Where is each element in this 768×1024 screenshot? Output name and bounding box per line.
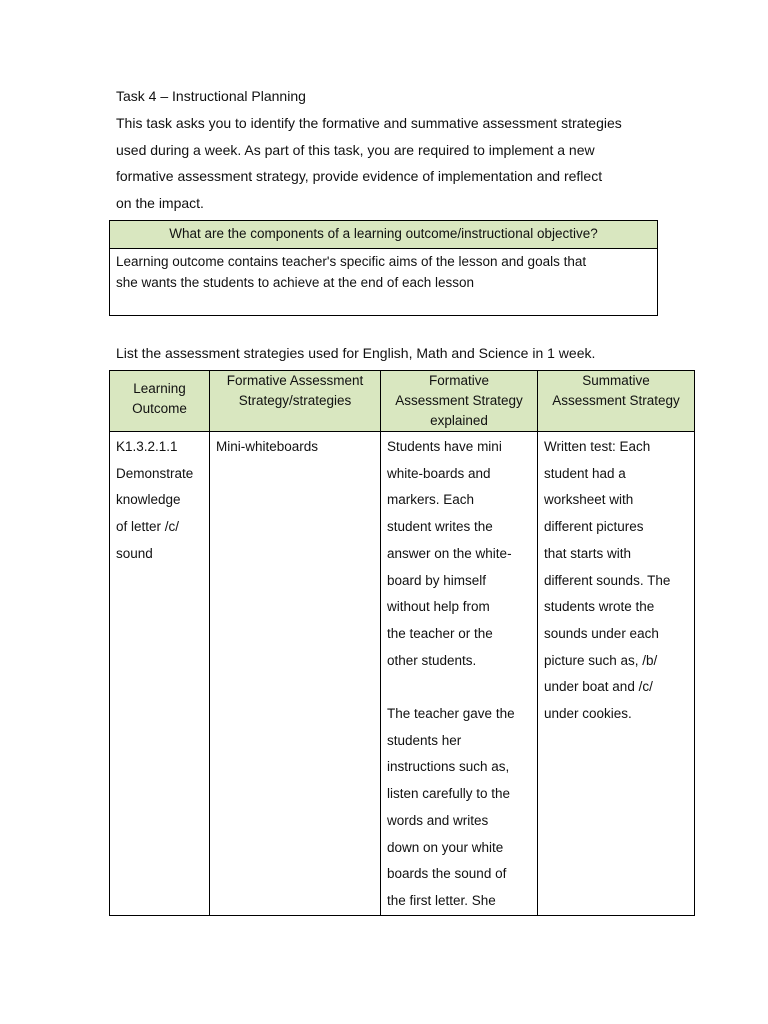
task-title: Task 4 – Instructional Planning [116, 88, 306, 104]
assessment-table [109, 370, 695, 916]
intro-line-3: formative assessment strategy, provide evidence of implementation and reflect [116, 168, 603, 184]
question-answer [110, 249, 657, 293]
header-learning-outcome: Learning Outcome [110, 371, 210, 432]
cell-formative-explained: Students have mini white-boards and markers. Each student writes the answer on the white- board by himself without help from the teacher or the other students. The teacher gave the students her instructions such as, listen carefully to the words and writes down on your white boards the sound of the first letter. She [381, 432, 538, 916]
table-row [110, 432, 695, 916]
header-formative-strategy: Formative Assessment Strategy/strategies [210, 371, 381, 432]
answer-line: she wants the students to achieve at the end of each lesson [116, 275, 474, 290]
header-summative-strategy: Summative Assessment Strategy [538, 371, 695, 432]
intro-line-1: This task asks you to identify the formative and summative assessment strategies [116, 115, 622, 131]
strategies-caption: List the assessment strategies used for English, Math and Science in 1 week. [116, 345, 596, 361]
header-formative-explained: Formative Assessment Strategy explained [381, 371, 538, 432]
cell-summative-strategy: Written test: Each student had a worksheet with different pictures that starts with different sounds. The students wrote the sounds under each picture such as, /b/ under boat and /c/ under cookies. [538, 432, 695, 916]
intro-line-4: on the impact. [116, 195, 204, 211]
table-header-row [110, 371, 695, 432]
cell-formative-strategy: Mini-whiteboards [210, 432, 381, 916]
answer-line: Learning outcome contains teacher's specific aims of the lesson and goals that [116, 254, 587, 269]
cell-learning-outcome: K1.3.2.1.1 Demonstrate knowledge of letter /c/ sound [110, 432, 210, 916]
question-header: What are the components of a learning outcome/instructional objective? [110, 221, 657, 249]
question-box [109, 220, 658, 316]
intro-line-2: used during a week. As part of this task, you are required to implement a new [116, 142, 595, 158]
